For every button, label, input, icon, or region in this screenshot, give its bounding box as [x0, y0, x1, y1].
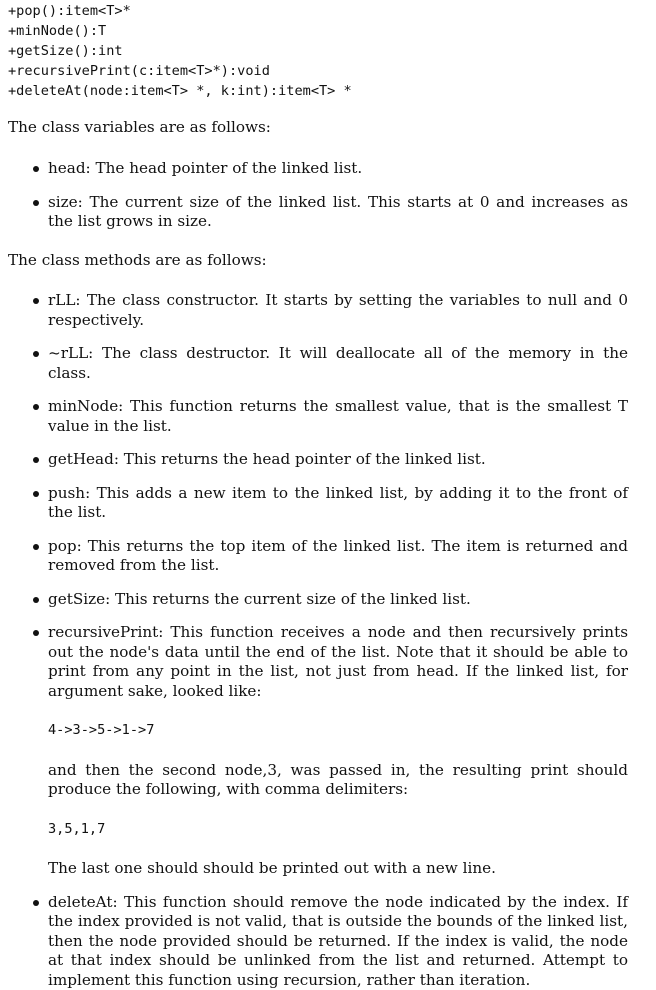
signature-minnode: +minNode():T — [8, 21, 352, 41]
method-rll: rLL: The class constructor. It starts by setting the variables to null and 0 respectively. — [0, 291, 656, 330]
method-gethead: getHead: This returns the head pointer of the linked list. — [0, 450, 656, 470]
recursiveprint-description: recursivePrint: This function receives a node and then recursively prints out the node's data until the end of the list. Note that it should be able to print from any point in the list, not just from head. If the linked list, for argument sake, looked like: — [48, 623, 628, 701]
method-minnode: minNode: This function returns the smallest value, that is the smallest T value in the list. — [0, 397, 656, 436]
variable-head: head: The head pointer of the linked list. — [0, 159, 656, 179]
variable-size: size: The current size of the linked list. This starts at 0 and increases as the list grows in size. — [0, 193, 656, 232]
method-recursiveprint — [0, 623, 656, 879]
class-methods-intro: The class methods are as follows: — [8, 251, 267, 271]
signature-getsize: +getSize():int — [8, 41, 352, 61]
method-push: push: This adds a new item to the linked list, by adding it to the front of the list. — [0, 484, 656, 523]
recursiveprint-example-list: 4->3->5->1->7 — [48, 721, 628, 741]
class-variables-list — [0, 159, 656, 232]
method-deleteat: deleteAt: This function should remove the node indicated by the index. If the index provided is not valid, that is outside the bounds of the linked list, then the node provided should be returned. If the index is valid, the node at that index should be unlinked from the list and returned. Attempt to implement this function using recursion, rather than iteration. — [0, 893, 656, 990]
method-getsize: getSize: This returns the current size of the linked list. — [0, 590, 656, 610]
signature-deleteat: +deleteAt(node:item<T> *, k:int):item<T> * — [8, 81, 352, 101]
method-signatures — [8, 1, 352, 101]
signature-recursiveprint: +recursivePrint(c:item<T>*):void — [8, 61, 352, 81]
recursiveprint-note: The last one should should be printed out with a new line. — [48, 859, 628, 879]
recursiveprint-explanation: and then the second node,3, was passed in, the resulting print should produce the following, with comma delimiters: — [48, 761, 628, 800]
recursiveprint-example-output: 3,5,1,7 — [48, 820, 628, 840]
signature-pop: +pop():item<T>* — [8, 1, 352, 21]
class-methods-list — [0, 291, 656, 990]
method-destructor: ~rLL: The class destructor. It will deallocate all of the memory in the class. — [0, 344, 656, 383]
class-variables-intro: The class variables are as follows: — [8, 118, 271, 138]
method-pop: pop: This returns the top item of the linked list. The item is returned and removed from the list. — [0, 537, 656, 576]
